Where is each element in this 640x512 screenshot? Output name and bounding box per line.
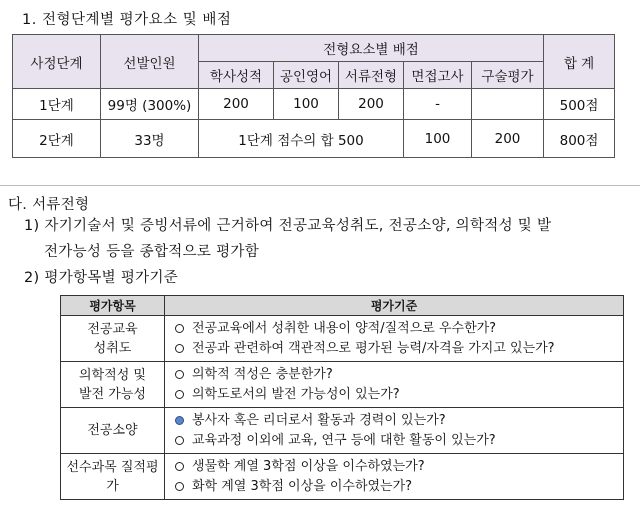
cell-interview: - — [404, 89, 472, 120]
table-row — [61, 408, 624, 454]
criteria-text: 전공과 관련하여 객관적으로 평가된 능력/자격을 가지고 있는가? — [192, 340, 555, 356]
header-sub-grade: 학사성적 — [199, 62, 274, 89]
item1-line1: 1) 자기기술서 및 증빙서류에 근거하여 전공교육성취도, 전공소양, 의학적성 및 발 — [24, 218, 552, 234]
cell-oral: 200 — [472, 120, 544, 158]
scoring-table — [12, 34, 615, 158]
criteria-list — [165, 362, 624, 408]
cell-stage: 1단계 — [13, 89, 101, 120]
criteria-text: 의학도로서의 발전 가능성이 있는가? — [192, 386, 400, 402]
header-selection: 선발인원 — [101, 35, 199, 89]
item2-title: 2) 평가항목별 평가기준 — [24, 270, 179, 286]
cell-oral — [472, 89, 544, 120]
cell-english: 100 — [274, 89, 339, 120]
criteria-table — [60, 295, 624, 500]
table-row — [13, 89, 615, 120]
circle-bullet-icon — [175, 390, 184, 399]
header-sub-interview: 면접고사 — [404, 62, 472, 89]
header-sub-oral: 구술평가 — [472, 62, 544, 89]
criteria-text: 생물학 계열 3학점 이상을 이수하였는가? — [192, 458, 425, 474]
section1-title: 1. 전형단계별 평가요소 및 배점 — [22, 12, 232, 28]
criteria-item-line1: 의학적성 및 — [79, 367, 146, 383]
circle-bullet-icon — [175, 370, 184, 379]
criteria-item — [61, 408, 165, 454]
table-row — [61, 316, 624, 362]
criteria-text: 봉사자 혹은 리더로서 활동과 경력이 있는가? — [192, 412, 446, 428]
cell-total: 800점 — [544, 120, 615, 158]
cell-merged: 1단계 점수의 합 500 — [199, 120, 404, 158]
cell-stage: 2단계 — [13, 120, 101, 158]
section2-heading: 다. 서류전형 — [8, 197, 90, 213]
cell-selection: 33명 — [101, 120, 199, 158]
criteria-item — [61, 316, 165, 362]
circle-bullet-icon — [175, 462, 184, 471]
cell-docs: 200 — [339, 89, 404, 120]
circle-bullet-icon — [175, 482, 184, 491]
criteria-list — [165, 454, 624, 500]
table-row — [61, 362, 624, 408]
header-sub-english: 공인영어 — [274, 62, 339, 89]
table-row — [61, 454, 624, 500]
circle-bullet-icon — [175, 436, 184, 445]
header-criteria: 평가기준 — [165, 296, 624, 316]
criteria-text: 교육과정 이외에 교육, 연구 등에 대한 활동이 있는가? — [192, 432, 496, 448]
criteria-item-line2: 발전 가능성 — [79, 386, 146, 402]
header-sub-docs: 서류전형 — [339, 62, 404, 89]
criteria-item — [61, 362, 165, 408]
cell-selection: 99명 (300%) — [101, 89, 199, 120]
criteria-text: 전공교육에서 성취한 내용이 양적/질적으로 우수한가? — [192, 320, 497, 336]
circle-bullet-icon — [175, 324, 184, 333]
table-row — [13, 120, 615, 158]
header-stage: 사정단계 — [13, 35, 101, 89]
criteria-text: 의학적 적성은 충분한가? — [192, 366, 333, 382]
criteria-list — [165, 408, 624, 454]
header-total: 합 계 — [544, 35, 615, 89]
item1-line2: 전가능성 등을 종합적으로 평가함 — [44, 244, 260, 260]
header-item: 평가항목 — [61, 296, 165, 316]
criteria-item-line1: 전공교육 — [87, 321, 138, 337]
criteria-item-line2: 성취도 — [93, 340, 132, 356]
criteria-item-line1: 선수과목 질적평가 — [66, 459, 159, 494]
criteria-item — [61, 454, 165, 500]
header-group: 전형요소별 배점 — [199, 35, 544, 62]
circle-bullet-icon — [175, 416, 184, 425]
cell-grade: 200 — [199, 89, 274, 120]
criteria-list — [165, 316, 624, 362]
criteria-item-line1: 전공소양 — [87, 423, 138, 438]
criteria-text: 화학 계열 3학점 이상을 이수하였는가? — [192, 478, 413, 494]
cell-total: 500점 — [544, 89, 615, 120]
cell-interview: 100 — [404, 120, 472, 158]
circle-bullet-icon — [175, 344, 184, 353]
